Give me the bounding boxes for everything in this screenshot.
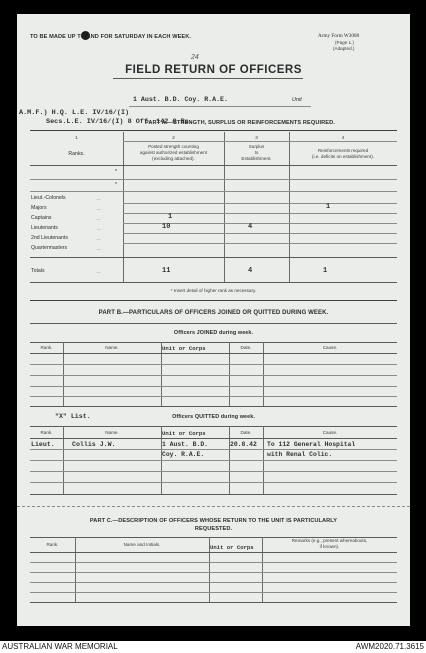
majors-reinforcements: 1	[326, 203, 331, 211]
row-rule	[123, 233, 397, 234]
handwritten-number: 24	[191, 54, 199, 61]
joined-row	[30, 396, 397, 397]
col-num-4: 4	[341, 135, 345, 140]
leader-dots: ...	[97, 196, 101, 201]
asterisk-2: *	[115, 182, 118, 188]
page-title: FIELD RETURN OF OFFICERS	[125, 64, 302, 76]
part-c-bottom-rule	[30, 602, 397, 603]
num-row-rule	[123, 141, 397, 142]
part-a-title: PART A.—STRENGTH, SURPLUS OR REINFORCEMENTS REQUIRED.	[145, 120, 335, 126]
quitted-cause-2: with Renal Colic.	[267, 451, 333, 458]
unit-label: Unit	[292, 97, 302, 103]
ranks-header: Ranks.	[68, 151, 85, 157]
part-c-col-unit: Unit or Corps	[210, 544, 254, 551]
part-a-bottom-rule	[30, 282, 397, 283]
part-c-title-1: PART C.—DESCRIPTION OF OFFICERS WHOSE RETURN TO THE UNIT IS PARTICULARLY	[89, 518, 338, 524]
quitted-unit-2: Coy. R.A.E.	[162, 451, 205, 458]
footer-accession: AWM2020.71.3615	[355, 642, 424, 651]
joined-header-top	[30, 342, 397, 343]
form-page: (Page 1.)	[335, 40, 354, 45]
part-a-rule-top	[30, 130, 397, 131]
quitted-bottom-rule	[30, 494, 397, 495]
quitted-col-name: Name.	[105, 430, 119, 435]
leader-dots: ...	[97, 246, 101, 251]
form-name: Army Form W3008	[318, 33, 360, 39]
surplus-header-2: to	[254, 150, 259, 155]
quitted-col-date: Date.	[240, 430, 252, 435]
joined-col-rank: Rank.	[40, 345, 53, 350]
archive-footer	[0, 641, 426, 653]
joined-col-cause: Cause.	[322, 345, 338, 350]
ame-line: A.M.F.) H.Q. L.E. IV/16/(I)	[19, 109, 130, 117]
quitted-row	[30, 482, 397, 483]
rank-label: Majors	[31, 205, 47, 211]
part-b-rule-top	[30, 300, 397, 301]
row-rule	[30, 179, 397, 180]
row-rule	[123, 213, 397, 214]
leader-dots: ...	[97, 226, 101, 231]
title-underline	[113, 78, 303, 79]
posted-header-3: (excluding attached).	[152, 156, 195, 161]
quitted-row	[30, 471, 397, 472]
quitted-header-rule	[30, 438, 397, 439]
quitted-col-cause: Cause.	[322, 430, 338, 435]
rank-label: Lieut.-Colonels	[31, 195, 66, 201]
row-rule	[123, 243, 397, 244]
joined-row	[30, 364, 397, 365]
secs-line: Secs.L.E. IV/16/(I) 8 Off. 142 O.Rs.	[46, 118, 193, 126]
joined-col-name: Name.	[105, 345, 119, 350]
surplus-header-1: Surplus	[248, 144, 265, 149]
joined-col-unit: Unit or Corps	[162, 345, 206, 352]
leader-dots: ...	[97, 236, 101, 241]
part-c-col-remarks-2: if known).	[319, 544, 340, 549]
row-rule	[123, 203, 397, 204]
joined-row	[30, 375, 397, 376]
quitted-row	[30, 460, 397, 461]
quitted-col-unit: Unit or Corps	[162, 430, 206, 437]
part-c-title-2: REQUESTED.	[194, 526, 233, 532]
totals-label: Totals	[31, 268, 45, 274]
captains-posted: 1	[168, 213, 173, 221]
quitted-unit-1: 1 Aust. B.D.	[162, 441, 209, 448]
part-c-header-rule	[30, 552, 397, 553]
leader-dots: ...	[97, 216, 101, 221]
footnote: * Insert detail of higher rank as necessary.	[170, 288, 257, 293]
joined-title: Officers JOINED during week.	[173, 330, 254, 336]
rank-label: Quartermasters	[31, 245, 68, 251]
part-c-row	[30, 572, 397, 573]
joined-col-date: Date.	[240, 345, 252, 350]
part-c-row	[30, 582, 397, 583]
rank-label: Captains	[31, 215, 52, 221]
joined-bottom-rule	[30, 406, 397, 407]
perforation-line	[17, 506, 410, 507]
instruction-text: TO BE MADE UP TO AND FOR SATURDAY IN EACH WEEK.	[30, 34, 192, 40]
part-b-rule	[30, 323, 397, 324]
leader-dots: ...	[97, 269, 101, 274]
totals-posted: 11	[162, 267, 171, 275]
unit-underline	[129, 106, 311, 107]
part-c-col-rank: Rank.	[46, 542, 59, 547]
reinf-header-1: Reinforcements required	[317, 148, 369, 153]
quitted-date: 20.8.42	[230, 441, 257, 448]
unit-typed: 1 Aust. B.D. Coy. R.A.E.	[133, 96, 228, 103]
surplus-header-3: Establishment.	[241, 156, 272, 161]
quitted-col-rank: Rank.	[40, 430, 53, 435]
rank-label: Lieutenants	[31, 225, 58, 231]
quitted-rank: Lieut.	[31, 441, 55, 448]
lieutenants-posted: 10	[162, 223, 171, 231]
lieutenants-surplus: 4	[248, 223, 253, 231]
quitted-title: Officers QUITTED during week.	[172, 414, 255, 420]
totals-surplus: 4	[248, 267, 253, 275]
footer-source: AUSTRALIAN WAR MEMORIAL	[2, 642, 118, 651]
form-adapted: (Adapted.)	[333, 46, 355, 51]
quitted-row	[30, 449, 397, 450]
x-list-label: "X" List.	[55, 413, 91, 420]
col-num-2: 2	[172, 135, 175, 140]
row-rule	[30, 191, 397, 192]
header-rule	[30, 165, 397, 166]
part-c-row	[30, 592, 397, 593]
part-b-title: PART B.—PARTICULARS OF OFFICERS JOINED OR QUITTED DURING WEEK.	[98, 310, 329, 316]
reinf-header-2: (i.e. deficits on establishment).	[311, 154, 375, 159]
posted-header-2: against authorized establishment	[139, 150, 208, 155]
totals-rule	[30, 257, 397, 258]
quitted-header-top	[30, 426, 397, 427]
joined-header-rule	[30, 353, 397, 354]
leader-dots: ...	[97, 206, 101, 211]
totals-reinforcements: 1	[323, 267, 328, 275]
part-c-col-remarks-1: Remarks (e.g., present whereabouts,	[291, 538, 368, 543]
part-c-col-name: Name and Initials.	[123, 542, 161, 547]
rank-label: 2nd Lieutenants	[31, 235, 68, 241]
posted-header-1: Posted strength counting	[148, 144, 199, 149]
quitted-cause-1: To 112 General Hospital	[267, 441, 356, 448]
col-num-1: 1	[75, 135, 78, 140]
asterisk-1: *	[115, 169, 118, 175]
document-page	[17, 14, 410, 626]
part-c-row	[30, 562, 397, 563]
quitted-name: Collis J.W.	[72, 441, 116, 448]
joined-row	[30, 386, 397, 387]
col-num-3: 3	[255, 135, 258, 140]
